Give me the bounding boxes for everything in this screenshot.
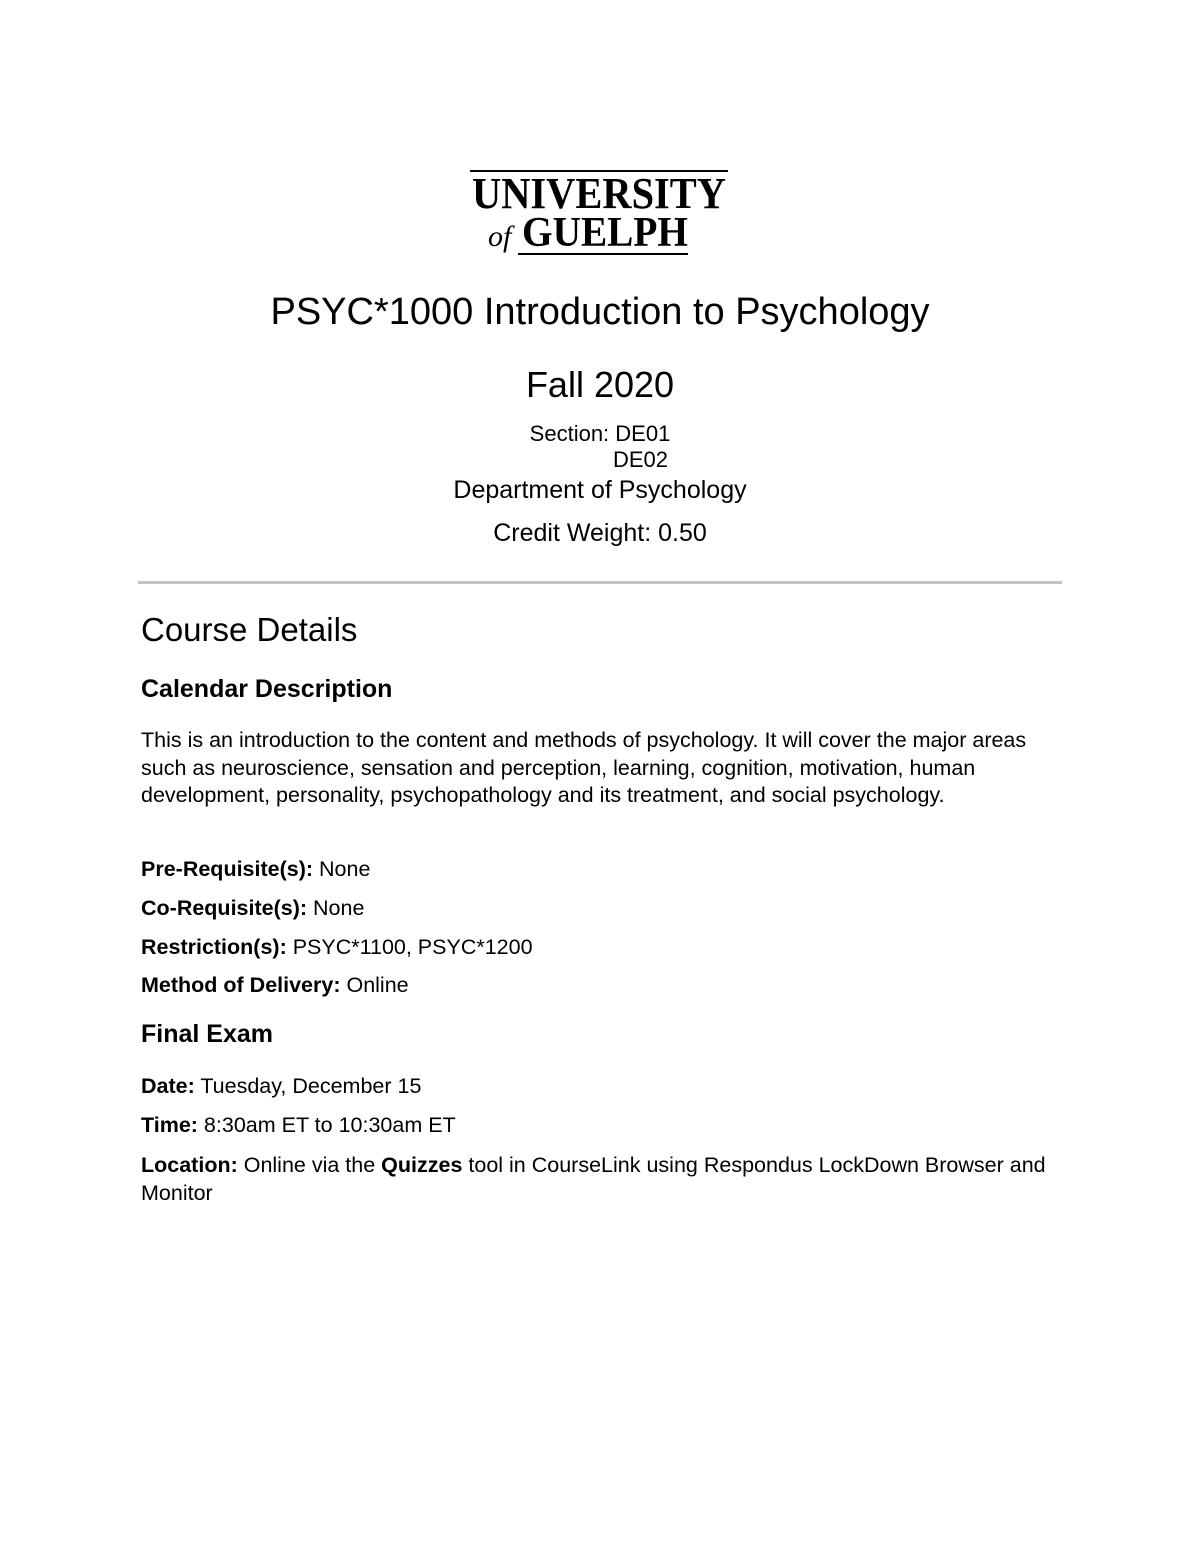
svg-text:of xyxy=(488,220,515,253)
delivery-value: Online xyxy=(340,973,409,997)
exam-date xyxy=(141,1073,421,1100)
exam-time xyxy=(141,1112,456,1139)
department: Department of Psychology xyxy=(453,476,747,504)
method-of-delivery xyxy=(141,972,409,999)
prerequisites-label: Pre-Requisite(s): xyxy=(141,857,314,881)
logo-of: of xyxy=(488,220,512,253)
calendar-description-heading: Calendar Description xyxy=(141,675,393,703)
term: Fall 2020 xyxy=(525,364,675,405)
restrictions-label: Restriction(s): xyxy=(141,935,287,959)
exam-location-post: tool in CourseLink using Respondus LockDown Browser and Monitor xyxy=(141,1153,1046,1205)
calendar-description: This is an introduction to the content and methods of psychology. It will cover the major areas such as neuroscience, sensation and perception, learning, cognition, motivation, human development, personality, psychopathology and its treatment, and social psychology. xyxy=(141,728,1027,807)
corequisites-value: None xyxy=(307,896,365,920)
logo-line1: UNIVERSITY xyxy=(472,169,726,218)
section-extra: DE02 xyxy=(613,447,669,472)
logo-line2: GUELPH xyxy=(522,210,688,256)
exam-location-label: Location: xyxy=(141,1153,238,1177)
final-exam-heading: Final Exam xyxy=(141,1020,273,1048)
university-logo xyxy=(470,168,730,260)
restrictions xyxy=(141,934,533,961)
exam-location-tool: Quizzes xyxy=(381,1153,463,1177)
credit-weight: Credit Weight: 0.50 xyxy=(493,519,707,547)
exam-time-label: Time: xyxy=(141,1113,198,1137)
delivery-label: Method of Delivery: xyxy=(141,973,341,997)
svg-text:GUELPH xyxy=(522,210,688,256)
corequisites-label: Co-Requisite(s): xyxy=(141,896,308,920)
exam-date-value: Tuesday, December 15 xyxy=(194,1074,422,1098)
course-details-heading: Course Details xyxy=(141,611,358,648)
prerequisites-value: None xyxy=(313,857,371,881)
course-title: PSYC*1000 Introduction to Psychology xyxy=(270,291,930,333)
prerequisites xyxy=(141,856,370,883)
exam-date-label: Date: xyxy=(141,1074,195,1098)
divider xyxy=(138,581,1062,584)
corequisites xyxy=(141,895,364,922)
exam-location xyxy=(141,1152,1061,1207)
exam-time-value: 8:30am ET to 10:30am ET xyxy=(197,1113,456,1137)
restrictions-value: PSYC*1100, PSYC*1200 xyxy=(286,935,533,959)
section-label: Section: DE01 xyxy=(529,421,671,446)
exam-location-pre: Online via the xyxy=(237,1153,382,1177)
